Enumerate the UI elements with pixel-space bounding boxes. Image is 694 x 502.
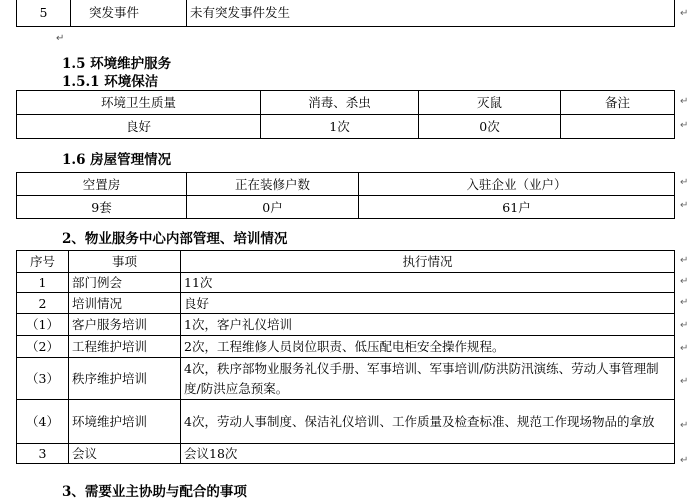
row-item: 部门例会 bbox=[69, 273, 181, 293]
mgmt-header: 执行情况 bbox=[181, 251, 675, 273]
paragraph-mark: ↵ bbox=[56, 33, 65, 44]
heading-1-5-1: 1.5.1 环境保洁 bbox=[62, 74, 159, 90]
env-header: 环境卫生质量 bbox=[17, 91, 261, 115]
row-status: 4次，秩序部物业服务礼仪手册、军事培训、军事培训/防洪防汛演练、劳动人事管理制度/防洪应急预案。 bbox=[181, 358, 675, 400]
row-end-mark: ↵ bbox=[680, 96, 689, 107]
row-end-mark: ↵ bbox=[680, 200, 689, 211]
row-end-mark: ↵ bbox=[680, 8, 689, 19]
row-num: （4） bbox=[17, 400, 69, 444]
house-cell: 0户 bbox=[187, 196, 359, 219]
table-row bbox=[17, 358, 675, 400]
row-end-mark: ↵ bbox=[680, 376, 689, 387]
table-row bbox=[17, 293, 675, 314]
row-end-mark: ↵ bbox=[680, 320, 689, 331]
row-item: 会议 bbox=[69, 444, 181, 464]
row-item: 工程维护培训 bbox=[69, 336, 181, 358]
row-end-mark: ↵ bbox=[680, 120, 689, 131]
row-num: （3） bbox=[17, 358, 69, 400]
env-header: 消毒、杀虫 bbox=[261, 91, 419, 115]
table-row bbox=[17, 273, 675, 293]
env-header: 灭鼠 bbox=[419, 91, 561, 115]
row-item: 培训情况 bbox=[69, 293, 181, 314]
table-row bbox=[17, 400, 675, 444]
management-table bbox=[16, 250, 675, 464]
row-status: 4次，劳动人事制度、保洁礼仪培训、工作质量及检查标准、规范工作现场物品的拿放 bbox=[181, 400, 675, 444]
row-item: 秩序维护培训 bbox=[69, 358, 181, 400]
row-item: 客户服务培训 bbox=[69, 314, 181, 336]
row-status: 良好 bbox=[181, 293, 675, 314]
row-end-mark: ↵ bbox=[680, 276, 689, 287]
incident-num: 5 bbox=[17, 0, 71, 26]
incident-item: 突发事件 bbox=[71, 0, 187, 26]
row-end-mark: ↵ bbox=[680, 455, 689, 466]
row-status: 2次，工程维修人员岗位职责、低压配电柜安全操作规程。 bbox=[181, 336, 675, 358]
row-num: （2） bbox=[17, 336, 69, 358]
env-cell: 0次 bbox=[419, 115, 561, 139]
environment-table bbox=[16, 90, 675, 139]
row-status: 1次，客户礼仪培训 bbox=[181, 314, 675, 336]
env-header: 备注 bbox=[561, 91, 675, 115]
row-num: 1 bbox=[17, 273, 69, 293]
row-end-mark: ↵ bbox=[680, 343, 689, 354]
house-table bbox=[16, 172, 675, 219]
incident-table bbox=[16, 0, 675, 27]
row-num: （1） bbox=[17, 314, 69, 336]
mgmt-header: 序号 bbox=[17, 251, 69, 273]
row-end-mark: ↵ bbox=[680, 177, 689, 188]
row-num: 3 bbox=[17, 444, 69, 464]
house-header: 入驻企业（业户） bbox=[359, 173, 675, 196]
mgmt-header: 事项 bbox=[69, 251, 181, 273]
table-row bbox=[17, 444, 675, 464]
house-header: 空置房 bbox=[17, 173, 187, 196]
row-num: 2 bbox=[17, 293, 69, 314]
table-row bbox=[17, 314, 675, 336]
table-row bbox=[17, 336, 675, 358]
house-cell: 61户 bbox=[359, 196, 675, 219]
env-cell: 1次 bbox=[261, 115, 419, 139]
heading-2: 2、物业服务中心内部管理、培训情况 bbox=[62, 231, 288, 247]
env-cell: 良好 bbox=[17, 115, 261, 139]
row-end-mark: ↵ bbox=[680, 420, 689, 431]
heading-1-6: 1.6 房屋管理情况 bbox=[62, 152, 172, 168]
heading-1-5: 1.5 环境维护服务 bbox=[62, 56, 172, 72]
env-cell bbox=[561, 115, 675, 139]
row-end-mark: ↵ bbox=[680, 255, 689, 266]
house-header: 正在装修户数 bbox=[187, 173, 359, 196]
heading-3: 3、需要业主协助与配合的事项 bbox=[62, 484, 247, 500]
row-status: 11次 bbox=[181, 273, 675, 293]
row-item: 环境维护培训 bbox=[69, 400, 181, 444]
house-cell: 9套 bbox=[17, 196, 187, 219]
row-end-mark: ↵ bbox=[680, 297, 689, 308]
row-status: 会议18次 bbox=[181, 444, 675, 464]
incident-status: 未有突发事件发生 bbox=[187, 0, 675, 26]
